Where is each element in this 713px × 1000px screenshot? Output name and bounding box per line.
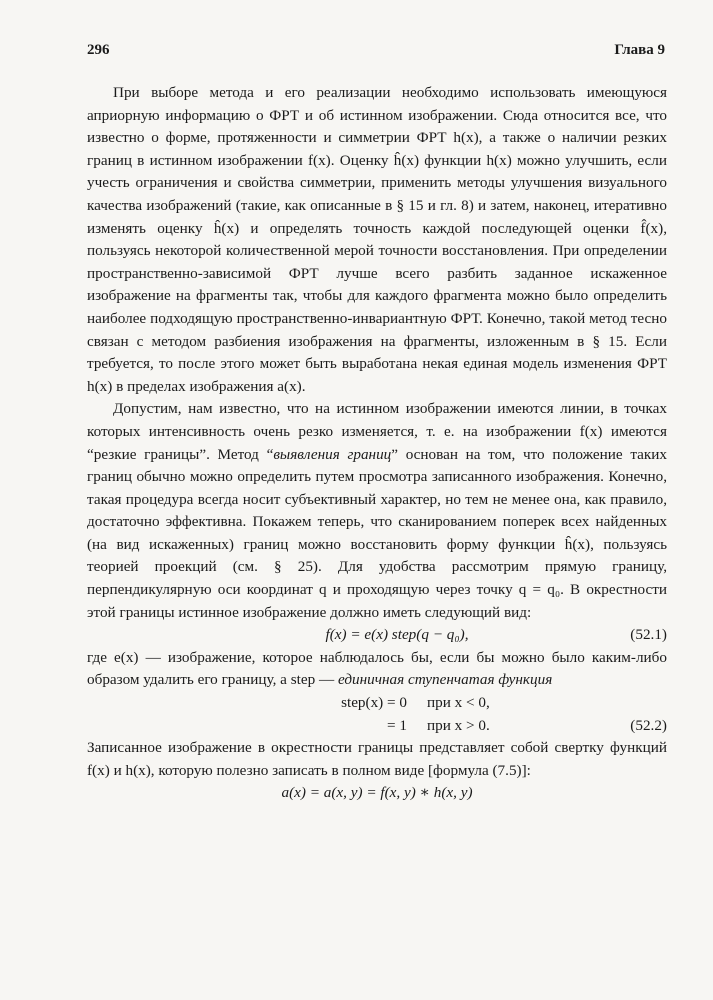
equation-52-1	[87, 624, 667, 647]
equation-52-2-lhs-2: = 1	[387, 716, 407, 734]
equation-52-2-number: (52.2)	[630, 716, 667, 734]
equation-52-2-line-2	[87, 715, 667, 738]
page-number: 296	[87, 42, 110, 58]
equation-52-1-number: (52.1)	[630, 626, 667, 644]
paragraph-3	[87, 647, 667, 692]
equation-52-1-expression: f(x) = e(x) step(q − q₀),	[325, 626, 469, 644]
paragraph-4: Записанное изображение в окрестности границы представляет собой свертку функций f(x) и h(x), которую полезно записать в полном виде [формула (7.5)]:	[87, 739, 667, 779]
term-unit-step-function: единичная ступенчатая функция	[337, 671, 553, 689]
equation-52-2-lhs-1: step(x) = 0	[341, 694, 407, 712]
chapter-title: Глава 9	[614, 42, 665, 58]
term-edge-detection: выявления границ	[273, 445, 392, 463]
paragraph-1: При выборе метода и его реализации необходимо использовать имеющуюся априорную информацию о ФРТ и об истинном изображении. Сюда относится все, что известно о форме, протяженности и симметрии ФРТ h(x), а также о наличии резких границ в истинном изображении f(x). Оценку ĥ(x) функции h(x) можно улучшить, если учесть ограничения и свойства симметрии, применить методы улучшения визуального качества изображений (такие, как описанные в § 15 и гл. 8) и затем, наконец, итеративно изменять оценку ĥ(x) и определять точность каждой последующей оценки f̂(x), пользуясь некоторой количественной мерой точности восстановления. При определении пространственно-зависимой ФРТ лучше всего разбить заданное искаженное изображение на фрагменты так, чтобы для каждого фрагмента можно было определить наиболее подходящую пространственно-инвариантную ФРТ. Конечно, такой метод тесно связан с методом разбиения изображения на фрагменты, изложенным в § 15. Если требуется, то после этого может быть выработана некая единая модель изменения ФРТ h(x) в пределах изображения a(x).	[87, 84, 667, 395]
equation-convolution	[87, 782, 667, 805]
equation-52-2-line-1	[87, 692, 667, 715]
paragraph-2-text-a: Допустим, нам известно, что на истинном изображении имеются линии, в точках которых интенсивность очень резко изменяется, т. е. на изображении f(x) имеются “резкие границы”. Метод “	[87, 400, 667, 463]
equation-52-2-condition-2: при x > 0.	[427, 716, 490, 734]
equation-52-2-condition-1: при x < 0,	[427, 694, 490, 712]
page-body	[87, 82, 667, 805]
paragraph-2-text-b: ” основан на том, что положение таких границ обычно можно определить путем просмотра записанного изображения. Конечно, такая процедура всегда носит субъективный характер, но тем не менее она, как правило, достаточно эффективна. Покажем теперь, что сканированием поперек всех найденных (на вид искаженных) границ можно восстановить форму функции ĥ(x), пользуясь теорией проекций (см. § 25). Для удобства рассмотрим прямую границу, перпендикулярную оси координат q и проходящую через точку q = q₀. В окрестности этой границы истинное изображение должно иметь следующий вид:	[87, 445, 667, 621]
paragraph-2	[87, 398, 667, 624]
paragraph-3-text: где e(x) — изображение, которое наблюдалось бы, если бы можно было каким-либо образом удалить его границу, а step —	[87, 648, 667, 689]
equation-convolution-expression: a(x) = a(x, y) = f(x, y) ∗ h(x, y)	[281, 784, 473, 802]
